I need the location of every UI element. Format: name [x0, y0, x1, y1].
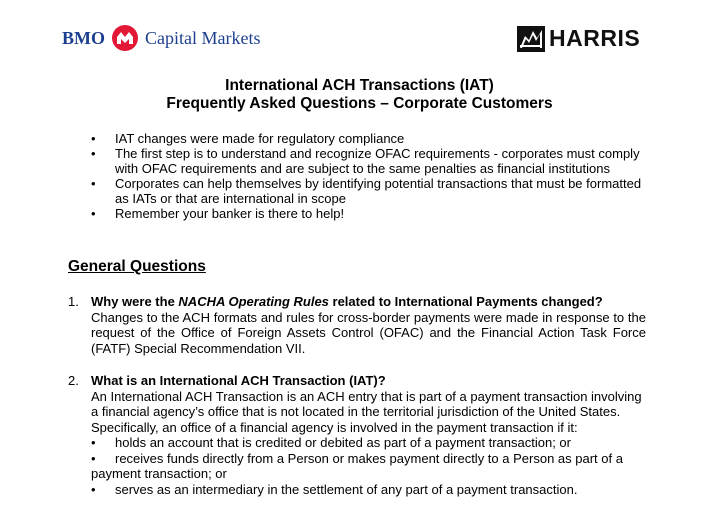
question-number: 2.: [68, 373, 79, 388]
question-answer: An International ACH Transaction is an ACH entry that is part of a payment transaction involving a financial agency’s office that is not located in the territorial jurisdiction of the United States. Specifically, an office of a financial agency is involved in the payment transaction if it:: [91, 388, 642, 435]
sub-bullet-text: receives funds directly from a Person or makes payment directly to a Person as part of a payment transaction; or: [91, 450, 623, 481]
list-item: [91, 131, 651, 146]
question-title-italic: NACHA Operating Rules: [178, 294, 329, 309]
bullet-text: Corporates can help themselves by identifying potential transactions that must be formatted as IATs or that are international in scope: [115, 176, 642, 206]
bullet-icon: •: [91, 176, 96, 191]
document-title-line2: Frequently Asked Questions – Corporate Customers: [166, 95, 553, 112]
sub-bullet-text: serves as an intermediary in the settlement of any part of a payment transaction.: [115, 481, 578, 497]
bullet-text: The first step is to understand and recognize OFAC requirements - corporates must comply with OFAC requirements and are subject to the same penalties as financial institutions: [115, 146, 640, 176]
harris-logo: [517, 25, 640, 52]
faq-question-1: [68, 294, 646, 356]
bullet-icon: •: [91, 450, 96, 466]
bullet-text: Remember your banker is there to help!: [115, 206, 345, 221]
bmo-wordmark: BMO: [62, 27, 105, 48]
bullet-icon: •: [91, 206, 96, 221]
list-item: [68, 451, 646, 482]
list-item: [91, 176, 651, 206]
question-title: Why were the NACHA Operating Rules related to International Payments changed?: [91, 294, 603, 309]
bullet-icon: •: [91, 435, 96, 450]
question-title: What is an International ACH Transaction (IAT)?: [91, 373, 386, 388]
document-title-line1: International ACH Transactions (IAT): [225, 77, 494, 94]
list-item: [68, 435, 646, 451]
list-item: [68, 482, 646, 498]
bullet-icon: •: [91, 481, 96, 497]
bullet-icon: •: [91, 146, 96, 161]
question-answer: Changes to the ACH formats and rules for cross-border payments were made in response to the request of the Office of Foreign Assets Control (OFAC) and the Financial Action Task Force (FATF) Special Recommendation VII.: [91, 309, 646, 356]
capital-markets-wordmark: Capital Markets: [145, 27, 261, 48]
sub-bullet-text: holds an account that is credited or debited as part of a payment transaction; or: [115, 435, 571, 450]
bullet-text: IAT changes were made for regulatory compliance: [115, 131, 405, 146]
bullet-icon: •: [91, 131, 96, 146]
list-item: [91, 146, 651, 176]
intro-bullet-list: [91, 131, 651, 221]
section-heading: General Questions: [68, 258, 206, 275]
bmo-capital-markets-logo: [62, 25, 260, 51]
faq-question-2: [68, 373, 646, 497]
list-item: [91, 206, 651, 221]
question-number: 1.: [68, 294, 79, 309]
harris-bull-icon: [517, 26, 545, 52]
bmo-roundel-icon: [112, 25, 138, 51]
harris-wordmark: HARRIS: [549, 25, 641, 51]
